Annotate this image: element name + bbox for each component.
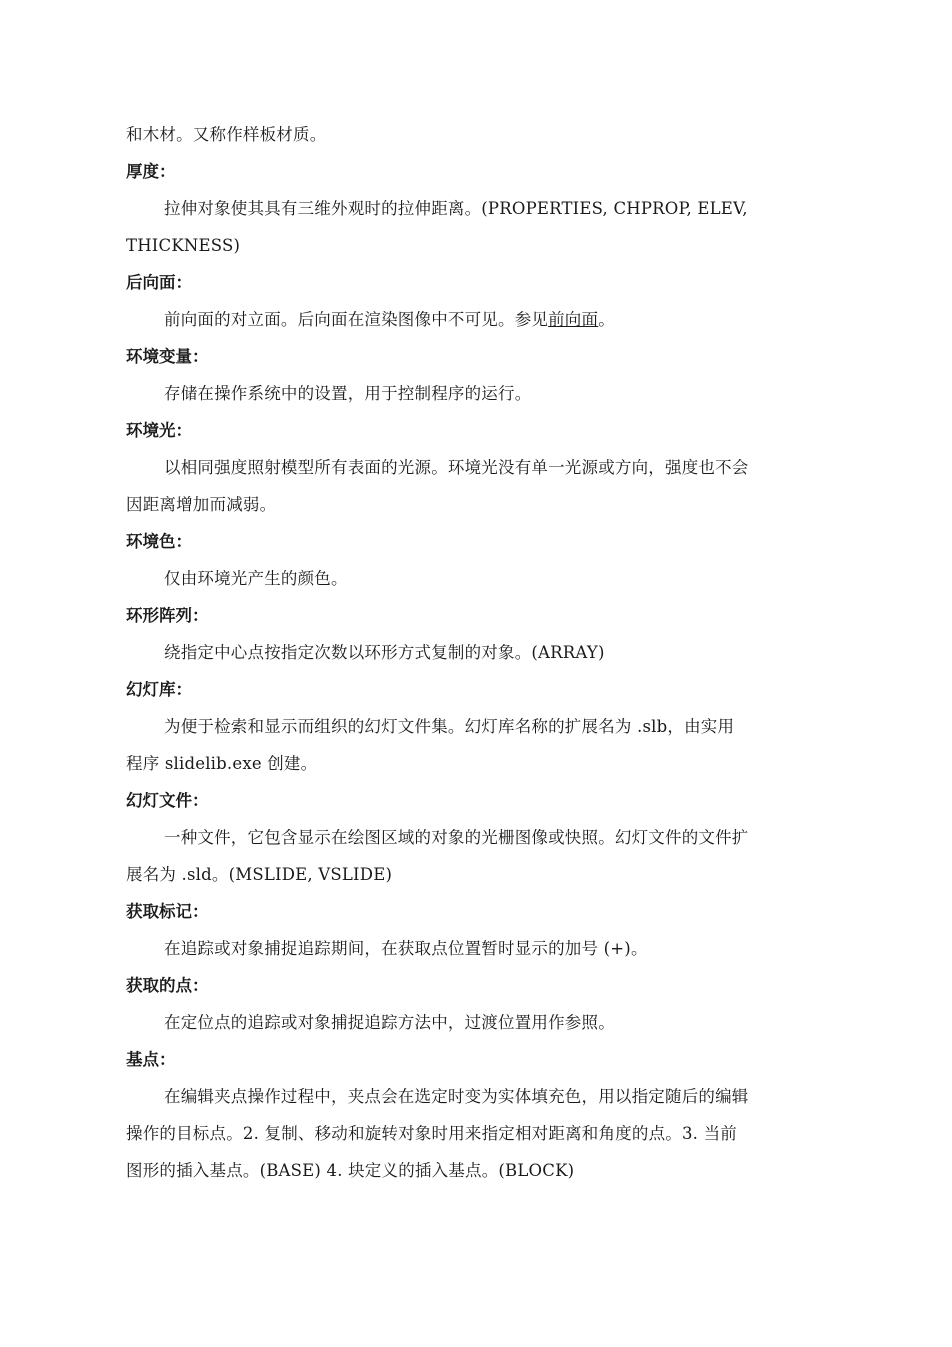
definition-line: 在定位点的追踪或对象捕捉追踪方法中，过渡位置用作参照。 <box>164 1013 615 1032</box>
term-ambient-light: 环境光： <box>126 421 192 440</box>
definition-line: 在追踪或对象捕捉追踪期间，在获取点位置暂时显示的加号 (+)。 <box>164 939 648 958</box>
definition-line: 操作的目标点。2. 复制、移动和旋转对象时用来指定相对距离和角度的点。3. 当前 <box>126 1124 737 1143</box>
term-slide-library: 幻灯库： <box>126 680 192 699</box>
definition-line: 图形的插入基点。(BASE) 4. 块定义的插入基点。(BLOCK) <box>126 1161 575 1180</box>
definition-line: 在编辑夹点操作过程中，夹点会在选定时变为实体填充色，用以指定随后的编辑 <box>164 1087 749 1106</box>
intro-line: 和木材。又称作样板材质。 <box>126 125 327 144</box>
definition-line: 仅由环境光产生的颜色。 <box>164 569 348 588</box>
term-acquisition-marker: 获取标记： <box>126 902 209 921</box>
definition-line: 绕指定中心点按指定次数以环形方式复制的对象。(ARRAY) <box>164 643 605 662</box>
document-page <box>126 116 836 1189</box>
term-environment-variable: 环境变量： <box>126 347 209 366</box>
definition-line <box>126 301 836 338</box>
term-thickness: 厚度： <box>126 162 176 181</box>
definition-line: THICKNESS) <box>126 236 241 255</box>
definition-line: 一种文件，它包含显示在绘图区域的对象的光栅图像或快照。幻灯文件的文件扩 <box>164 828 749 847</box>
definition-text: 前向面的对立面。后向面在渲染图像中不可见。参见 <box>164 310 549 329</box>
term-slide-file: 幻灯文件： <box>126 791 209 810</box>
definition-line: 拉伸对象使其具有三维外观时的拉伸距离。(PROPERTIES, CHPROP, ELEV, <box>164 199 748 218</box>
definition-line: 因距离增加而减弱。 <box>126 495 277 514</box>
definition-line: 以相同强度照射模型所有表面的光源。环境光没有单一光源或方向，强度也不会 <box>164 458 749 477</box>
definition-line: 为便于检索和显示而组织的幻灯文件集。幻灯库名称的扩展名为 .slb，由实用 <box>164 717 735 736</box>
definition-text: 。 <box>598 310 615 329</box>
term-back-face: 后向面： <box>126 273 192 292</box>
definition-line: 存储在操作系统中的设置，用于控制程序的运行。 <box>164 384 532 403</box>
term-acquired-point: 获取的点： <box>126 976 209 995</box>
definition-line: 展名为 .sld。(MSLIDE, VSLIDE) <box>126 865 393 884</box>
term-polar-array: 环形阵列： <box>126 606 209 625</box>
term-ambient-color: 环境色： <box>126 532 192 551</box>
term-base-point: 基点： <box>126 1050 176 1069</box>
definition-line: 程序 slidelib.exe 创建。 <box>126 754 318 773</box>
front-face-link[interactable]: 前向面 <box>548 310 599 329</box>
